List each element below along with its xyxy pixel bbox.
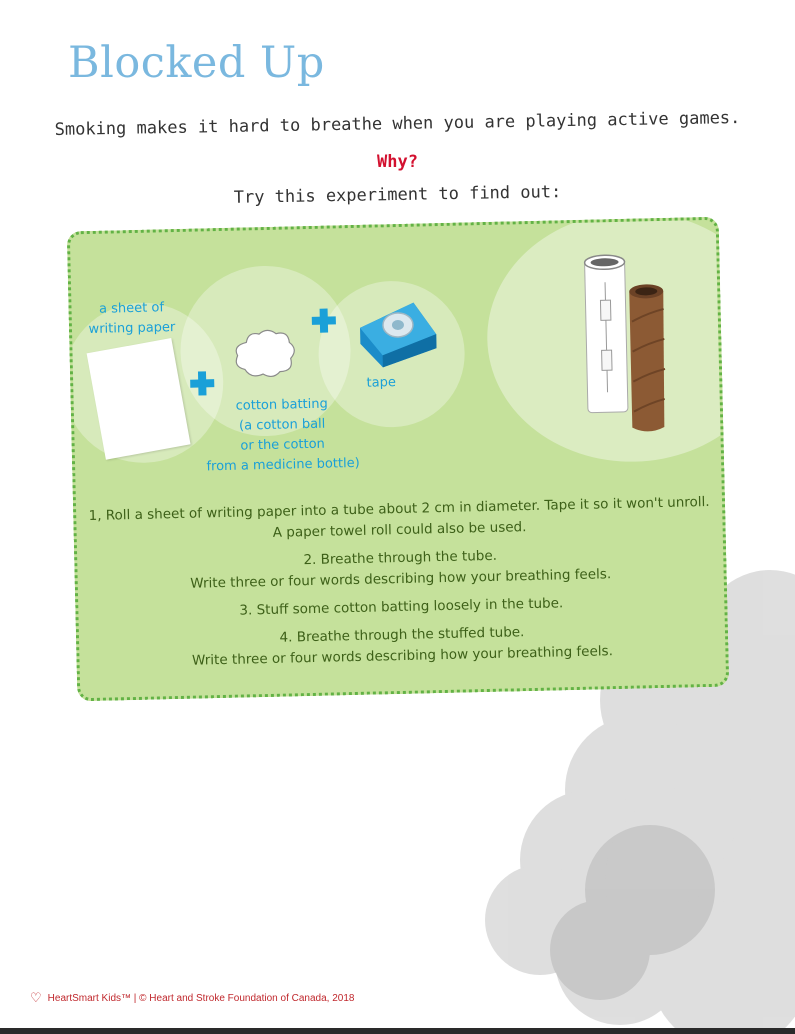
step-text: 1, Roll a sheet of writing paper into a tube about 2 cm in diameter. Tape it so it won't unroll. xyxy=(88,493,710,525)
page-title: Blocked Up xyxy=(68,38,325,88)
footer xyxy=(30,990,354,1006)
step-text: 3. Stuff some cotton batting loosely in the tube. xyxy=(239,595,564,619)
step-4 xyxy=(79,618,726,675)
experiment-steps xyxy=(76,492,726,682)
tape-label: tape xyxy=(366,375,397,391)
cotton-label-line: or the cotton xyxy=(240,436,326,454)
paper-label xyxy=(81,298,182,340)
cotton-label-line: (a cotton ball xyxy=(238,416,326,434)
paper-label-line: a sheet of xyxy=(98,300,165,317)
step-text: 2. Breathe through the tube. xyxy=(303,547,498,569)
step-1 xyxy=(76,492,723,549)
experiment-intro: Try this experiment to find out: xyxy=(233,182,562,208)
cotton-ball-icon xyxy=(232,327,299,380)
plus-icon xyxy=(312,308,337,333)
step-2 xyxy=(77,541,724,598)
intro-text: Smoking makes it hard to breathe when you are playing active games. xyxy=(54,108,741,140)
bottom-bar xyxy=(0,1028,795,1034)
paper-label-line: writing paper xyxy=(88,320,176,337)
step-text: Write three or four words describing how your breathing feels. xyxy=(190,566,612,592)
cotton-label xyxy=(192,394,374,478)
heart-logo-icon: ♡ xyxy=(30,990,42,1005)
tape-dispenser-icon xyxy=(353,296,445,372)
step-text: 4. Breathe through the stuffed tube. xyxy=(279,624,525,646)
cotton-label-line: from a medicine bottle) xyxy=(206,455,360,475)
step-text: Write three or four words describing how your breathing feels. xyxy=(191,643,614,669)
footer-text: HeartSmart Kids™ | © Heart and Stroke Foundation of Canada, 2018 xyxy=(47,993,355,1004)
why-heading: Why? xyxy=(377,152,418,172)
step-text: A paper towel roll could also be used. xyxy=(272,519,527,541)
paper-tube-icon xyxy=(570,251,684,443)
experiment-card xyxy=(67,217,729,702)
plus-icon xyxy=(190,371,215,396)
cotton-label-line: cotton batting xyxy=(235,396,328,414)
